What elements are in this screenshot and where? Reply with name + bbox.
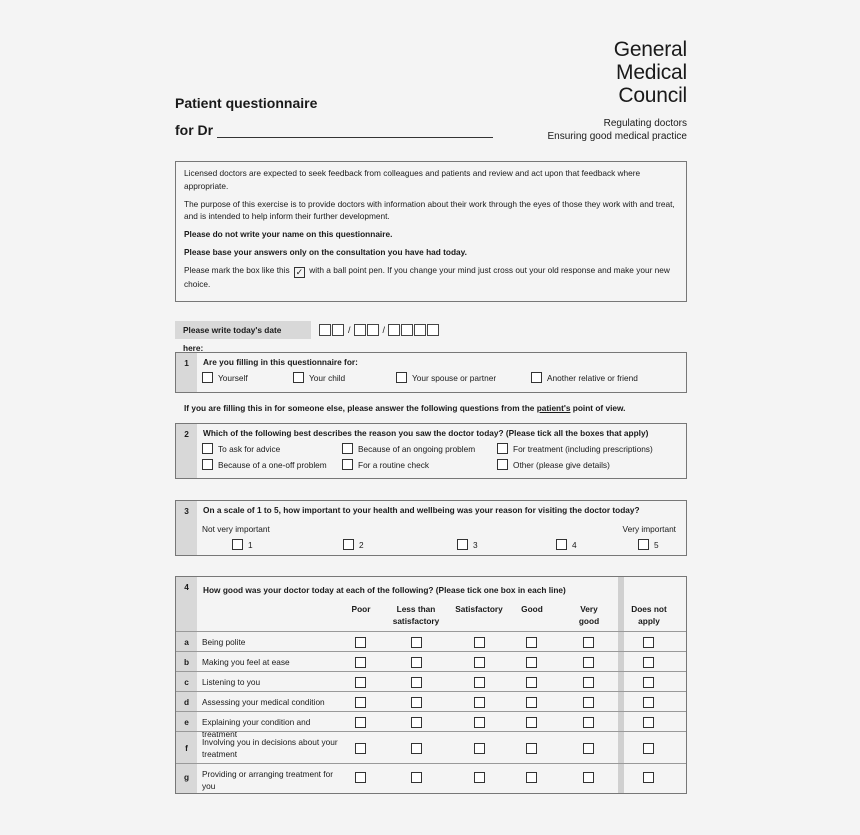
option-label: Because of an ongoing problem [358,443,476,454]
rating-checkbox[interactable] [643,772,654,783]
row-label: Being polite [202,637,246,647]
doctor-name-row [175,122,493,138]
rating-checkbox[interactable] [526,697,537,708]
q2-option-other[interactable] [497,459,610,470]
checkbox[interactable] [202,372,213,383]
checkbox[interactable] [556,539,567,550]
logo-line: Council [618,84,687,107]
rating-checkbox[interactable] [411,772,422,783]
col-very-good: Very good [578,604,600,626]
rating-checkbox[interactable] [411,657,422,668]
rating-checkbox[interactable] [643,657,654,668]
question-1 [175,352,687,393]
row-letter: e [176,712,197,732]
row-label: Involving you in decisions about your treatment [202,737,338,759]
rating-checkbox[interactable] [643,743,654,754]
checkbox[interactable] [293,372,304,383]
col-satisfactory: Satisfactory [455,604,503,614]
question-number: 4 [176,577,197,793]
checkbox[interactable] [232,539,243,550]
row-letter: b [176,652,197,672]
option-label: Your spouse or partner [412,372,497,383]
mark-instruction-a: Please mark the box like this [184,265,290,275]
page-title: Patient questionnaire [175,95,318,111]
option-label: For treatment (including prescriptions) [513,443,653,454]
option-label: For a routine check [358,459,430,470]
rating-checkbox[interactable] [474,657,485,668]
date-day-box[interactable] [332,324,344,336]
rating-checkbox[interactable] [583,772,594,783]
scale-value: 3 [473,539,478,550]
logo-line: General [613,38,687,61]
date-day-box[interactable] [319,324,331,336]
rating-checkbox[interactable] [583,717,594,728]
option-label: Because of a one-off problem [218,459,327,470]
rating-checkbox[interactable] [355,717,366,728]
gmc-logo [614,38,687,107]
rating-checkbox[interactable] [583,637,594,648]
checkbox[interactable] [638,539,649,550]
rating-checkbox[interactable] [355,743,366,754]
row-label: Providing or arranging treatment for you [202,769,333,791]
q1-option-spouse[interactable] [396,372,496,383]
row-letter: a [176,632,197,652]
scale-high-label: Very important [622,524,676,534]
rating-checkbox[interactable] [526,743,537,754]
question-text: Are you filling in this questionnaire for: [203,357,358,367]
rating-checkbox[interactable] [583,697,594,708]
intro-paragraph [184,264,678,291]
q2-option-advice[interactable] [202,443,280,454]
q2-option-ongoing[interactable] [342,443,475,454]
rating-checkbox[interactable] [526,657,537,668]
col-less-than-satisfactory: Less than satisfactory [392,604,440,626]
intro-paragraph: Please base your answers only on the consultation you have had today. [184,247,467,257]
for-dr-label: for Dr [175,122,214,138]
table-row [176,631,686,651]
rating-checkbox[interactable] [411,637,422,648]
question-text: Which of the following best describes the reason you saw the doctor today? (Please tick all the boxes that apply) [203,428,649,438]
date-boxes [319,324,440,336]
note-text: If you are filling this in for someone else, please answer the following questions from the [184,403,537,413]
table-row [176,763,686,789]
tagline [547,117,687,143]
scale-value: 4 [572,539,577,550]
rating-checkbox[interactable] [526,637,537,648]
intro-paragraph: Licensed doctors are expected to seek feedback from colleagues and patients and review and act upon that feedback where appropriate. [184,168,641,191]
rating-checkbox[interactable] [643,637,654,648]
scale-value: 1 [248,539,253,550]
q1-option-child[interactable] [293,372,345,383]
intro-paragraph: Please do not write your name on this questionnaire. [184,229,393,239]
table-row [176,711,686,739]
q3-scale-1[interactable] [232,539,253,550]
rating-checkbox[interactable] [583,743,594,754]
table-row [176,671,686,691]
rating-checkbox[interactable] [474,697,485,708]
date-year-box[interactable] [401,324,413,336]
rating-checkbox[interactable] [355,657,366,668]
rating-checkbox[interactable] [355,637,366,648]
q1-option-relative[interactable] [531,372,638,383]
question-text: On a scale of 1 to 5, how important to your health and wellbeing was your reason for visiting the doctor today? [203,505,640,515]
option-label: To ask for advice [218,443,281,454]
checkbox[interactable] [342,443,353,454]
q1-option-yourself[interactable] [202,372,248,383]
date-slash: / [348,325,351,335]
row-label: Assessing your medical condition [202,697,325,707]
option-label: Other (please give details) [513,459,610,470]
question-2 [175,423,687,479]
option-label: Another relative or friend [547,372,638,383]
row-letter: f [176,732,197,764]
q2-option-treatment[interactable] [497,443,653,454]
date-year-box[interactable] [427,324,439,336]
row-letter: g [176,764,197,790]
question-3 [175,500,687,556]
rating-checkbox[interactable] [355,772,366,783]
checkbox[interactable] [531,372,542,383]
proxy-note [184,403,626,413]
option-label: Your child [309,372,346,383]
question-number: 2 [176,424,197,478]
rating-checkbox[interactable] [526,717,537,728]
question-4 [175,576,687,794]
table-row [176,731,686,763]
checkbox[interactable] [457,539,468,550]
date-year-box[interactable] [414,324,426,336]
q3-scale-5[interactable] [638,539,659,550]
rating-checkbox[interactable] [411,677,422,688]
rating-checkbox[interactable] [474,772,485,783]
checkbox[interactable] [497,459,508,470]
question-text: How good was your doctor today at each of the following? (Please tick one box in each line) [203,585,566,595]
rating-checkbox[interactable] [411,743,422,754]
rating-checkbox[interactable] [474,637,485,648]
row-letter: d [176,692,197,712]
row-label: Making you feel at ease [202,657,290,667]
col-good: Good [521,604,543,614]
option-label: Yourself [218,372,248,383]
table-row [176,691,686,711]
rating-checkbox[interactable] [474,677,485,688]
date-year-box[interactable] [388,324,400,336]
checkbox[interactable] [342,459,353,470]
scale-value: 2 [359,539,364,550]
checkbox[interactable] [396,372,407,383]
checkbox[interactable] [497,443,508,454]
col-poor: Poor [351,604,371,614]
row-letter: c [176,672,197,692]
rating-checkbox[interactable] [355,677,366,688]
rating-checkbox[interactable] [643,717,654,728]
tagline-line: Regulating doctors [603,118,687,129]
date-row [175,321,440,353]
mark-instruction-b: with a ball point pen. If you change your mind just cross out your old response and make your new choice. [184,265,670,289]
row-label: Explaining your condition and treatment [202,717,311,739]
rating-checkbox[interactable] [643,677,654,688]
scale-value: 5 [654,539,659,550]
rating-checkbox[interactable] [526,772,537,783]
q3-scale-4[interactable] [556,539,577,550]
question-number: 3 [176,501,197,555]
date-slash: / [382,325,386,335]
note-text: point of view. [570,403,626,413]
rating-checkbox[interactable] [411,697,422,708]
date-label: Please write today's date here: [175,321,311,339]
date-month-box[interactable] [354,324,366,336]
rating-checkbox[interactable] [355,697,366,708]
date-month-box[interactable] [367,324,379,336]
table-row [176,651,686,671]
doctor-name-field[interactable] [217,124,493,138]
tagline-line: Ensuring good medical practice [547,131,687,142]
rating-checkbox[interactable] [411,717,422,728]
rating-checkbox[interactable] [474,743,485,754]
q2-option-routine[interactable] [342,459,429,470]
q2-option-one-off[interactable] [202,459,327,470]
tick-example-icon: ✓ [295,267,304,277]
intro-paragraph: The purpose of this exercise is to provide doctors with information about their work through the eyes of those they work with and treat, and is intended to help inform their further development. [184,198,675,221]
checkbox[interactable] [202,443,213,454]
row-label: Listening to you [202,677,261,687]
rating-checkbox[interactable] [583,657,594,668]
logo-line: Medical [616,61,687,84]
intro-box [175,161,687,302]
checkbox[interactable] [202,459,213,470]
question-number: 1 [176,353,197,392]
q3-scale-2[interactable] [343,539,364,550]
rating-checkbox[interactable] [526,677,537,688]
rating-checkbox[interactable] [643,697,654,708]
col-does-not-apply: Does not apply [631,604,667,626]
scale-low-label: Not very important [202,524,270,534]
q3-scale-3[interactable] [457,539,478,550]
rating-checkbox[interactable] [474,717,485,728]
checkbox[interactable] [343,539,354,550]
rating-checkbox[interactable] [583,677,594,688]
note-emphasis: patient's [536,403,571,413]
